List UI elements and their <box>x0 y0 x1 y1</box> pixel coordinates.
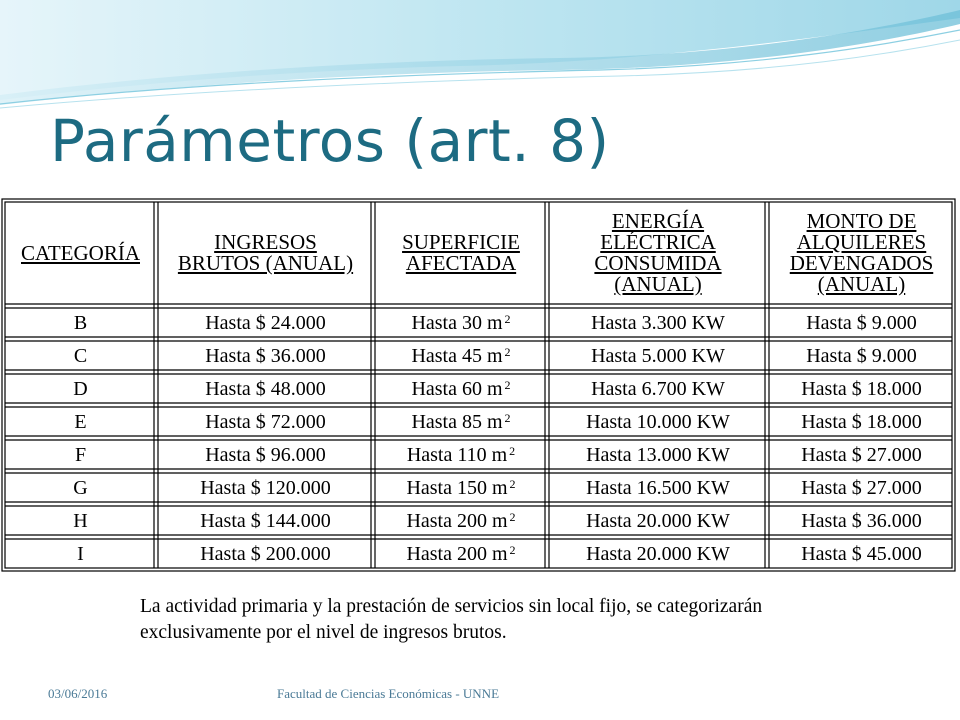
header-ingresos-brutos <box>160 201 371 305</box>
cell-ingresos-text: Hasta $ 72.000 <box>205 411 326 433</box>
superscript-exponent: 2 <box>504 378 511 392</box>
cell-energia-text: Hasta 20.000 KW <box>586 543 730 565</box>
cell-ingresos-text: Hasta $ 24.000 <box>205 312 326 334</box>
cell-categoria <box>7 507 154 536</box>
footnote-text: La actividad primaria y la prestación de servicios sin local fijo, se categorizarán exclusivamente por el nivel de ingresos brutos. <box>140 596 763 643</box>
header-line: ALQUILERES <box>796 230 927 254</box>
superscript-exponent: 2 <box>504 312 511 326</box>
cell-energia-text: Hasta 3.300 KW <box>591 312 725 334</box>
header-line: AFECTADA <box>405 251 517 275</box>
header-line: (ANUAL) <box>817 272 906 296</box>
cell-superficie-text: Hasta 30 m <box>411 312 503 334</box>
cell-alquileres-text: Hasta $ 18.000 <box>801 378 922 400</box>
cell-alquileres-text: Hasta $ 27.000 <box>801 444 922 466</box>
cell-energia <box>551 375 765 404</box>
cell-energia <box>551 408 765 437</box>
cell-energia <box>551 507 765 536</box>
header-line: CATEGORÍA <box>21 240 140 265</box>
cell-categoria <box>7 309 154 338</box>
superscript-exponent: 2 <box>504 411 511 425</box>
cell-categoria-text: B <box>73 312 88 334</box>
header-line: DEVENGADOS <box>789 251 934 275</box>
cell-energia <box>551 441 765 470</box>
cell-energia <box>551 540 765 569</box>
page-title: Parámetros (art. 8) <box>50 107 610 175</box>
header-line: CONSUMIDA <box>594 251 722 275</box>
cell-alquileres-text: Hasta $ 9.000 <box>806 312 917 334</box>
cell-categoria <box>7 342 154 371</box>
cell-ingresos <box>160 342 371 371</box>
cell-ingresos-text: Hasta $ 36.000 <box>205 345 326 367</box>
cell-ingresos-text: Hasta $ 120.000 <box>200 477 331 499</box>
header-line: ENERGÍA <box>611 209 705 233</box>
header-line: INGRESOS <box>214 230 317 254</box>
cell-superficie <box>377 474 545 503</box>
cell-categoria-text: E <box>74 411 87 433</box>
cell-alquileres <box>771 441 952 470</box>
cell-superficie-text: Hasta 45 m <box>411 345 503 367</box>
cell-categoria-text: D <box>73 378 88 400</box>
cell-alquileres-text: Hasta $ 45.000 <box>801 543 922 565</box>
cell-superficie-text: Hasta 60 m <box>411 378 503 400</box>
cell-energia-text: Hasta 10.000 KW <box>586 411 730 433</box>
cell-superficie <box>377 441 545 470</box>
cell-superficie-text: Hasta 200 m <box>406 543 508 565</box>
superscript-exponent: 2 <box>509 510 516 524</box>
header-line: (ANUAL) <box>614 272 702 296</box>
superscript-exponent: 2 <box>509 543 516 557</box>
cell-ingresos <box>160 375 371 404</box>
cell-alquileres <box>771 540 952 569</box>
cell-alquileres <box>771 375 952 404</box>
cell-energia-text: Hasta 5.000 KW <box>591 345 725 367</box>
cell-alquileres <box>771 474 952 503</box>
cell-categoria <box>7 408 154 437</box>
cell-energia <box>551 474 765 503</box>
cell-energia-text: Hasta 20.000 KW <box>586 510 730 532</box>
header-line: MONTO DE <box>806 209 917 233</box>
cell-alquileres-text: Hasta $ 27.000 <box>801 477 922 499</box>
cell-superficie <box>377 408 545 437</box>
cell-superficie-text: Hasta 110 m <box>406 444 508 466</box>
cell-categoria-text: H <box>73 510 88 532</box>
cell-energia-text: Hasta 13.000 KW <box>586 444 730 466</box>
cell-categoria <box>7 540 154 569</box>
cell-superficie <box>377 507 545 536</box>
header-line: BRUTOS (ANUAL) <box>177 251 354 275</box>
cell-ingresos <box>160 309 371 338</box>
cell-ingresos-text: Hasta $ 96.000 <box>205 444 326 466</box>
cell-ingresos-text: Hasta $ 144.000 <box>200 510 331 532</box>
cell-categoria <box>7 474 154 503</box>
superscript-exponent: 2 <box>504 345 511 359</box>
cell-ingresos <box>160 540 371 569</box>
cell-energia-text: Hasta 6.700 KW <box>591 378 725 400</box>
cell-alquileres-text: Hasta $ 18.000 <box>801 411 922 433</box>
cell-superficie <box>377 342 545 371</box>
cell-categoria-text: F <box>74 444 87 466</box>
cell-alquileres <box>771 408 952 437</box>
cell-ingresos-text: Hasta $ 200.000 <box>200 543 331 565</box>
cell-ingresos <box>160 474 371 503</box>
cell-superficie <box>377 540 545 569</box>
cell-categoria-text: C <box>73 345 88 367</box>
footer-institution: Facultad de Ciencias Económicas - UNNE <box>277 686 500 701</box>
cell-ingresos <box>160 408 371 437</box>
header-swoosh-decoration <box>0 0 960 120</box>
cell-energia-text: Hasta 16.500 KW <box>586 477 730 499</box>
cell-energia <box>551 309 765 338</box>
header-categoria <box>7 201 154 305</box>
cell-superficie-text: Hasta 200 m <box>406 510 508 532</box>
cell-alquileres-text: Hasta $ 9.000 <box>806 345 917 367</box>
header-line: SUPERFICIE <box>402 230 520 254</box>
footer-date: 03/06/2016 <box>48 686 108 701</box>
cell-categoria <box>7 441 154 470</box>
cell-superficie-text: Hasta 150 m <box>406 477 508 499</box>
cell-alquileres <box>771 342 952 371</box>
cell-alquileres <box>771 309 952 338</box>
cell-superficie <box>377 309 545 338</box>
cell-alquileres-text: Hasta $ 36.000 <box>801 510 922 532</box>
header-superficie <box>377 201 545 305</box>
superscript-exponent: 2 <box>509 444 516 458</box>
cell-ingresos-text: Hasta $ 48.000 <box>205 378 326 400</box>
cell-ingresos <box>160 441 371 470</box>
header-energia <box>551 201 765 305</box>
cell-superficie <box>377 375 545 404</box>
cell-categoria-text: I <box>77 543 84 565</box>
cell-superficie-text: Hasta 85 m <box>411 411 503 433</box>
superscript-exponent: 2 <box>509 477 516 491</box>
cell-energia <box>551 342 765 371</box>
header-alquileres <box>771 201 952 305</box>
header-line: ELÉCTRICA <box>600 230 716 254</box>
cell-categoria-text: G <box>73 477 88 499</box>
cell-alquileres <box>771 507 952 536</box>
cell-ingresos <box>160 507 371 536</box>
cell-categoria <box>7 375 154 404</box>
